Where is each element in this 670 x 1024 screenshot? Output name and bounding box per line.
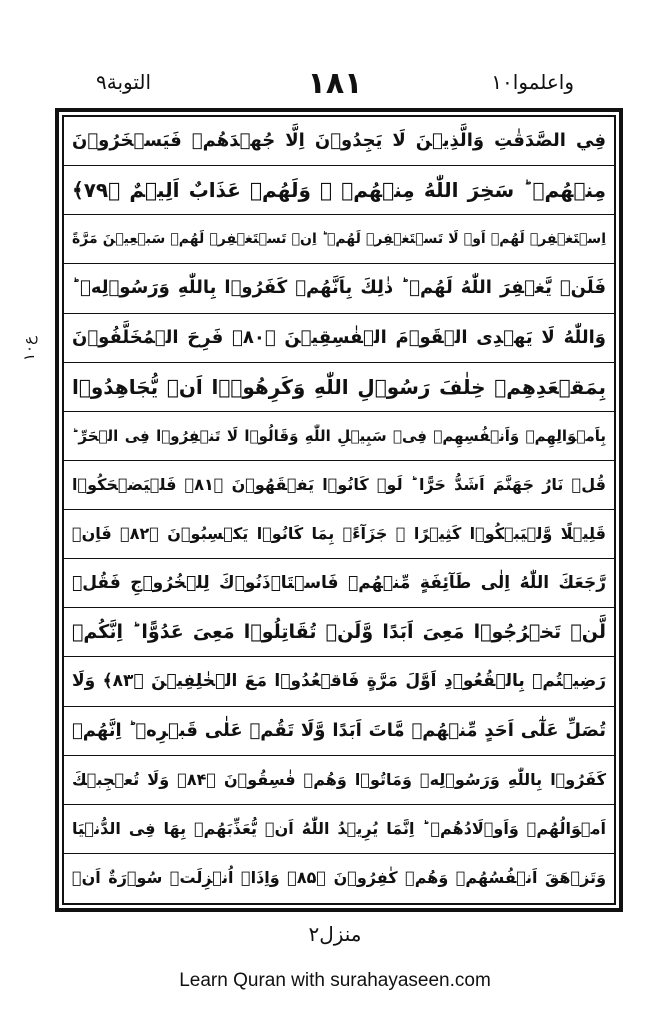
verse-line: قُلۡ نَارُ جَهَنَّمَ اَشَدُّ حَرًّا ؕ لَوۡ كَانُوۡا يَفۡقَهُوۡنَ ﴿۸۱﴾ فَلۡيَضۡحَكُوۡا	[64, 461, 614, 510]
verse-lines	[64, 117, 614, 903]
verse-line: تُصَلِّ عَلٰٓى اَحَدٍ مِّنۡهُمۡ مَّاتَ اَبَدًا وَّلَا تَقُمۡ عَلٰى قَبۡرِهٖ ؕ اِنَّهُمۡ	[64, 707, 614, 756]
ruku-marker: ع١٠	[20, 335, 38, 361]
verse-line: رَّجَعَكَ اللّٰهُ اِلٰى طَآئِفَةٍ مِّنۡهُمۡ فَاسۡتَاۡذَنُوۡكَ لِلۡخُرُوۡجِ فَقُلۡ	[64, 559, 614, 608]
page-header	[0, 60, 670, 110]
verse-line: قَلِيۡلًا وَّلۡيَبۡكُوۡا كَثِيۡرًا ۚ جَزَآءًۢ بِمَا كَانُوۡا يَكۡسِبُوۡنَ ﴿۸۲﴾ فَاِنۡ	[64, 510, 614, 559]
site-credit: Learn Quran with surahayaseen.com	[179, 970, 491, 991]
verse-line: مِنۡهُمۡ ؕ سَخِرَ اللّٰهُ مِنۡهُمۡ ۫ وَلَهُمۡ عَذَابٌ اَلِيۡمٌ ﴿۷۹﴾	[64, 166, 614, 215]
verse-line: وَتَزۡهَقَ اَنۡفُسُهُمۡ وَهُمۡ كٰفِرُوۡنَ ﴿۸۵﴾ وَاِذَاۤ اُنۡزِلَتۡ سُوۡرَةٌ اَنۡ	[72, 867, 607, 887]
manzil-label: منزل٢	[308, 922, 362, 946]
surah-name: التوبة٩	[96, 70, 152, 94]
verse-line: اِسۡتَغۡفِرۡ لَهُمۡ اَوۡ لَا تَسۡتَغۡفِرۡ لَهُمۡ ؕ اِنۡ تَسۡتَغۡفِرۡ لَهُمۡ سَبۡعِيۡنَ مَرَّةً	[64, 215, 614, 264]
verse-line: كَفَرُوۡا بِاللّٰهِ وَرَسُوۡلِهٖ وَمَاتُوۡا وَهُمۡ فٰسِقُوۡنَ ﴿۸۴﴾ وَلَا تُعۡجِبۡكَ	[64, 756, 614, 805]
verse-line: لَّنۡ تَخۡرُجُوۡا مَعِىَ اَبَدًا وَّلَنۡ تُقَاتِلُوۡا مَعِىَ عَدُوًّا ؕ اِنَّكُمۡ	[64, 608, 614, 657]
verse-line: فِي الصَّدَقٰتِ وَالَّذِيۡنَ لَا يَجِدُوۡنَ اِلَّا جُهۡدَهُمۡ فَيَسۡخَرُوۡنَ	[64, 117, 614, 166]
page-number: ١٨١	[307, 66, 363, 101]
verse-line: اَمۡوَالُهُمۡ وَاَوۡلَادُهُمۡ ؕ اِنَّمَا يُرِيۡدُ اللّٰهُ اَنۡ يُّعَذِّبَهُمۡ بِهَا فِى الدُّنۡيَا	[64, 805, 614, 854]
verse-line: بِاَمۡوَالِهِمۡ وَاَنۡفُسِهِمۡ فِىۡ سَبِيۡلِ اللّٰهِ وَقَالُوۡا لَا تَنۡفِرُوۡا فِى الۡحَرِّ ؕ	[64, 412, 614, 461]
verse-line: وَاللّٰهُ لَا يَهۡدِى الۡقَوۡمَ الۡفٰسِقِيۡنَ ﴿۸۰﴾ فَرِحَ الۡمُخَلَّفُوۡنَ	[64, 314, 614, 363]
juz-name: واعلموا١٠	[491, 70, 574, 94]
verse-line: فَلَنۡ يَّغۡفِرَ اللّٰهُ لَهُمۡ ؕ ذٰلِكَ بِاَنَّهُمۡ كَفَرُوۡا بِاللّٰهِ وَرَسُوۡلِهٖ ؕ	[64, 264, 614, 313]
verse-line: رَضِيۡتُمۡ بِالۡقُعُوۡدِ اَوَّلَ مَرَّةٍ فَاقۡعُدُوۡا مَعَ الۡخٰلِفِيۡنَ ﴿۸۳﴾ وَلَا	[64, 657, 614, 706]
verse-line: بِمَقۡعَدِهِمۡ خِلٰفَ رَسُوۡلِ اللّٰهِ وَكَرِهُوۡۤا اَنۡ يُّجَاهِدُوۡا	[64, 363, 614, 412]
